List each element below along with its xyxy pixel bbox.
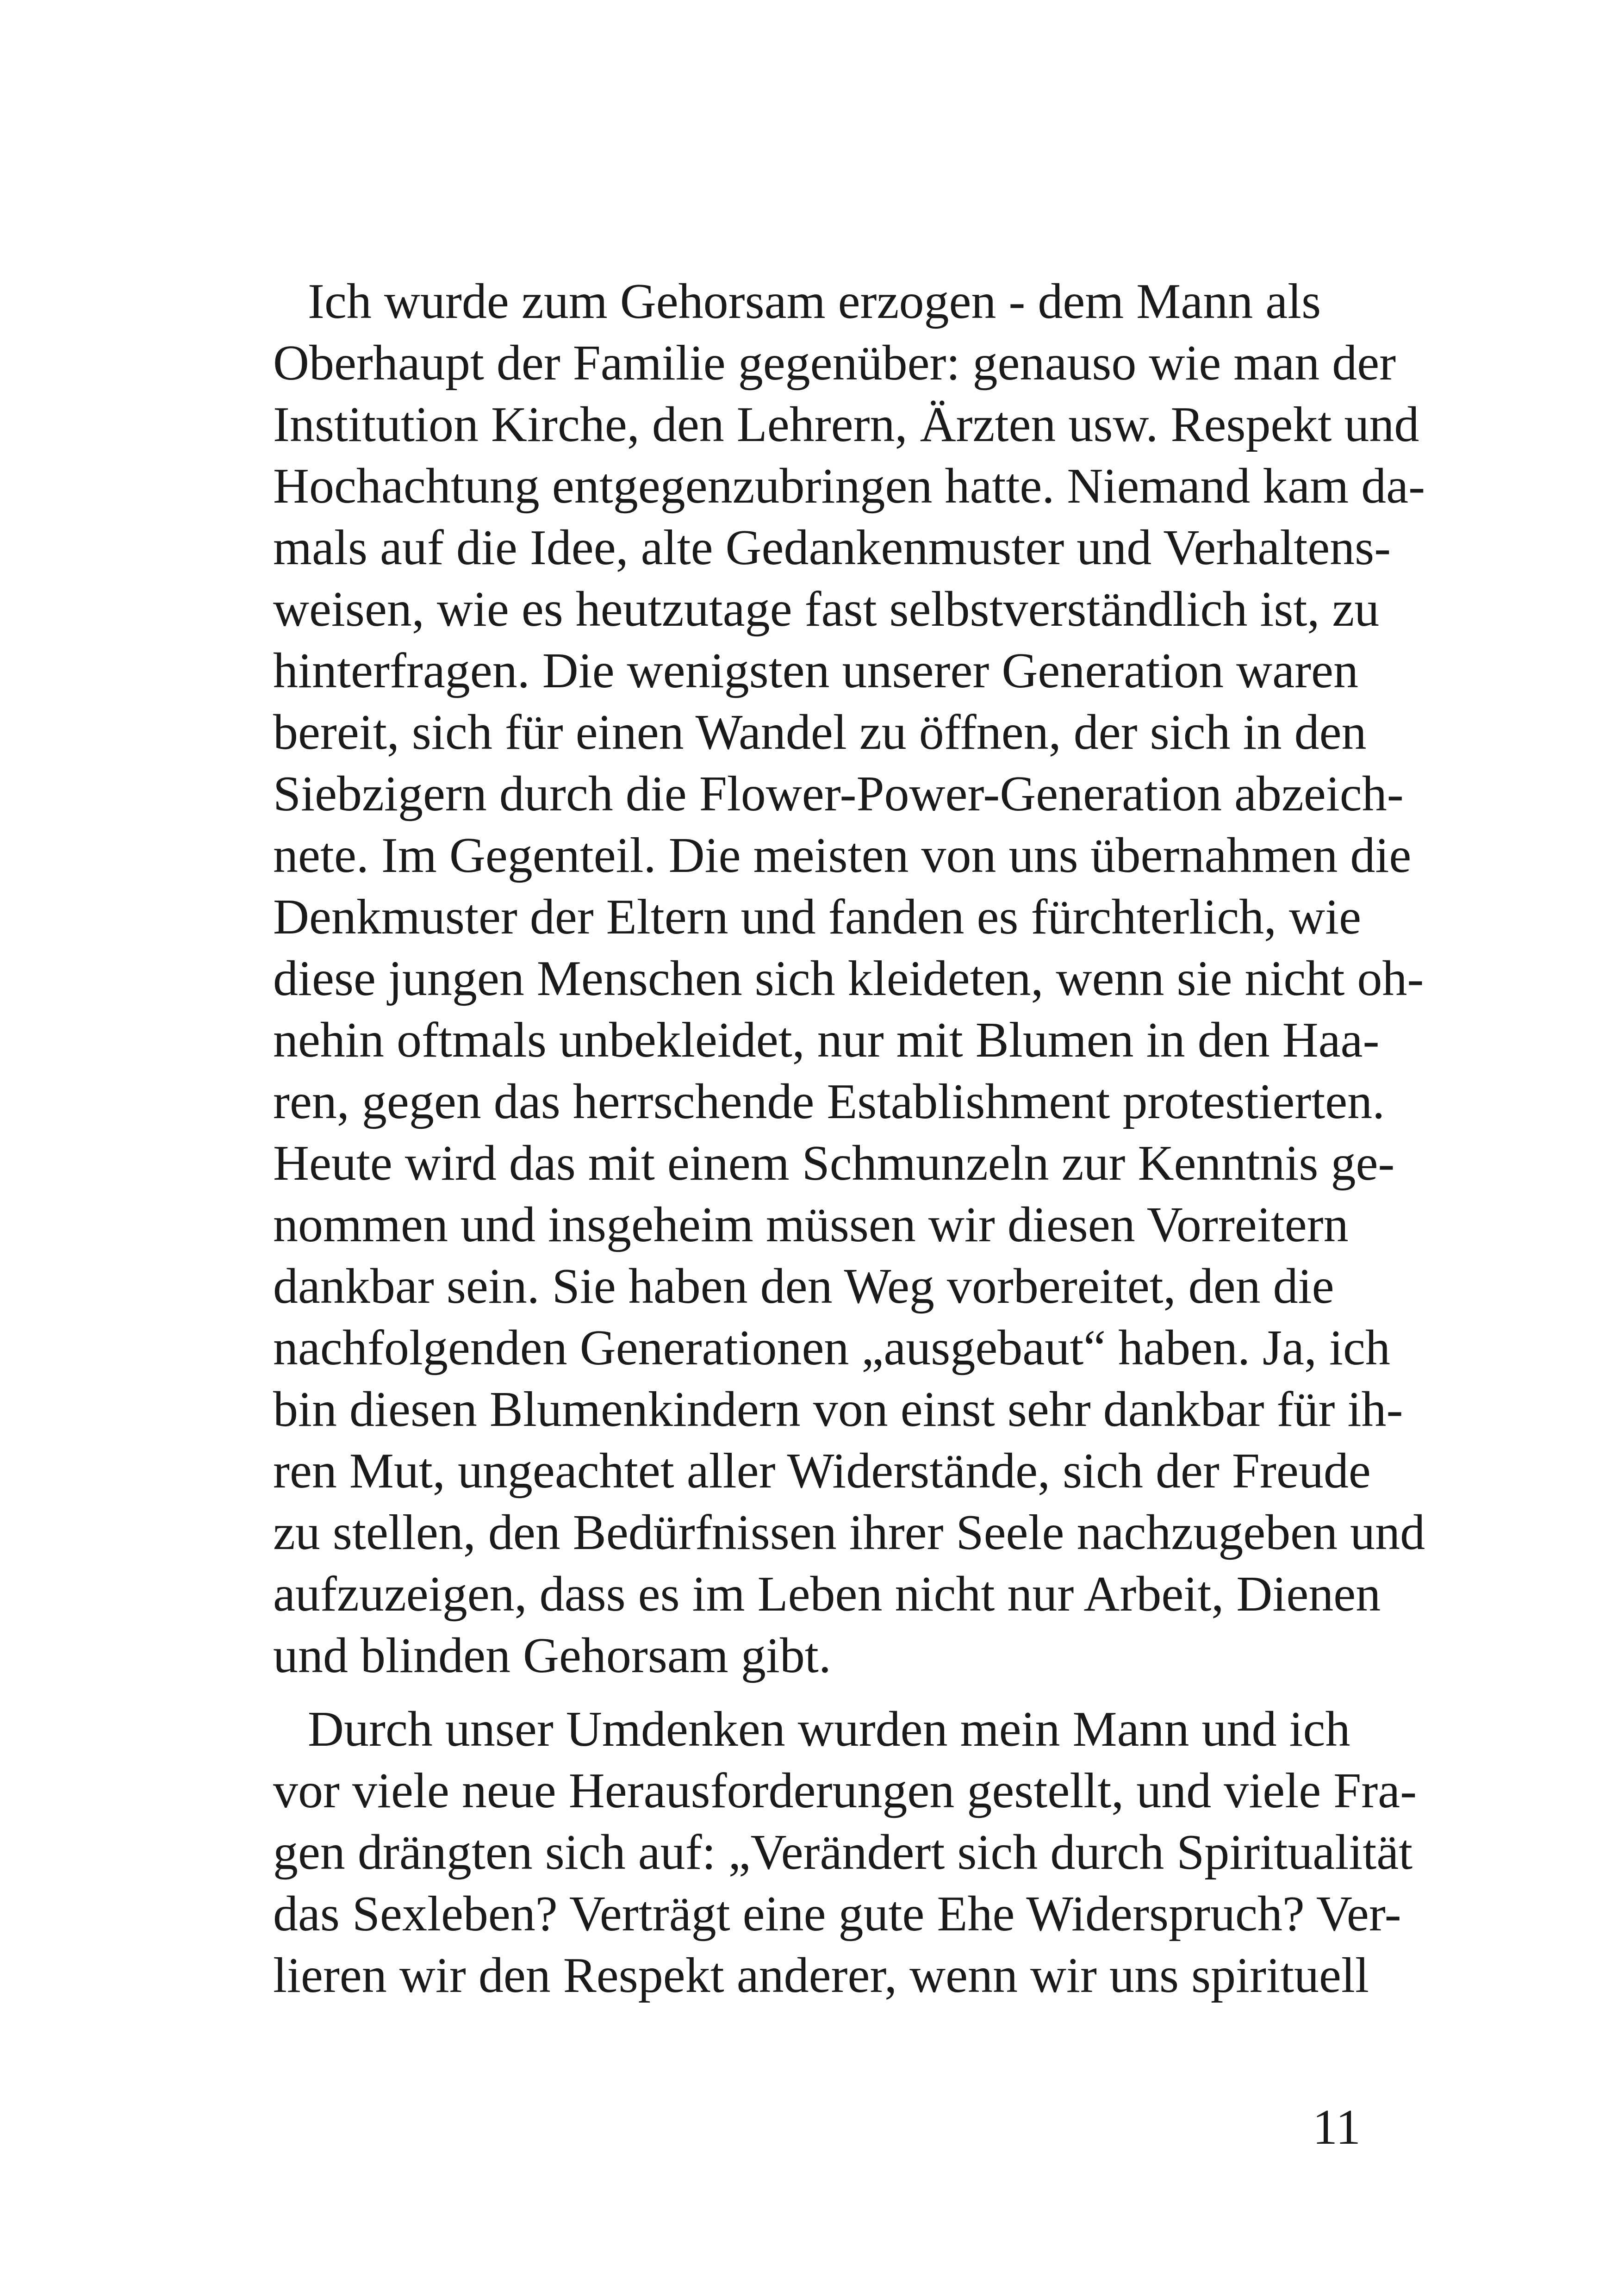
text-line: nehin oftmals unbekleidet, nur mit Blumen in den Haa- [273,1013,1380,1068]
paragraph-2 [273,1699,1417,2006]
text-line: Heute wird das mit einem Schmunzeln zur Kenntnis ge- [273,1136,1395,1191]
text-line: ren, gegen das herrschende Establishment protestierten. [273,1074,1385,1129]
text-line: gen drängten sich auf: „Verändert sich durch Spiritualität [273,1825,1413,1880]
text-line: zu stellen, den Bedürfnissen ihrer Seele nachzugeben und [273,1505,1425,1560]
text-line: Oberhaupt der Familie gegenüber: genauso wie man der [273,336,1396,391]
text-line: Denkmuster der Eltern und fanden es fürchterlich, wie [273,890,1362,945]
text-line: Durch unser Umdenken wurden mein Mann und ich [308,1702,1350,1757]
page-number: 11 [1313,2100,1361,2155]
text-line: ren Mut, ungeachtet aller Widerstände, sich der Freude [273,1444,1371,1499]
text-line: und blinden Gehorsam gibt. [273,1628,831,1683]
paragraph-1 [273,271,1425,1686]
text-line: bereit, sich für einen Wandel zu öffnen, der sich in den [273,705,1367,760]
text-line: das Sexleben? Verträgt eine gute Ehe Widerspruch? Ver- [273,1886,1401,1941]
text-line: nachfolgenden Generationen „ausgebaut“ haben. Ja, ich [273,1320,1390,1375]
text-line: lieren wir den Respekt anderer, wenn wir uns spirituell [273,1948,1369,2003]
text-line: Siebzigern durch die Flower-Power-Generation abzeich- [273,766,1404,821]
text-line: Hochachtung entgegenzubringen hatte. Niemand kam da- [273,459,1425,514]
text-line: vor viele neue Herausforderungen gestellt, und viele Fra- [273,1763,1417,1818]
text-line: aufzuzeigen, dass es im Leben nicht nur Arbeit, Dienen [273,1567,1381,1622]
text-line: weisen, wie es heutzutage fast selbstverständlich ist, zu [273,582,1380,637]
text-line: dankbar sein. Sie haben den Weg vorbereitet, den die [273,1259,1334,1314]
text-line: Institution Kirche, den Lehrern, Ärzten usw. Respekt und [273,397,1419,452]
text-line: nommen und insgeheim müssen wir diesen Vorreitern [273,1197,1349,1252]
text-line: Ich wurde zum Gehorsam erzogen - dem Mann als [308,274,1321,329]
text-line: mals auf die Idee, alte Gedankenmuster und Verhaltens- [273,520,1391,575]
text-line: hinterfragen. Die wenigsten unserer Generation waren [273,643,1358,698]
text-line: diese jungen Menschen sich kleideten, wenn sie nicht oh- [273,951,1424,1006]
text-line: nete. Im Gegenteil. Die meisten von uns übernahmen die [273,828,1412,883]
text-line: bin diesen Blumenkindern von einst sehr dankbar für ih- [273,1382,1403,1437]
